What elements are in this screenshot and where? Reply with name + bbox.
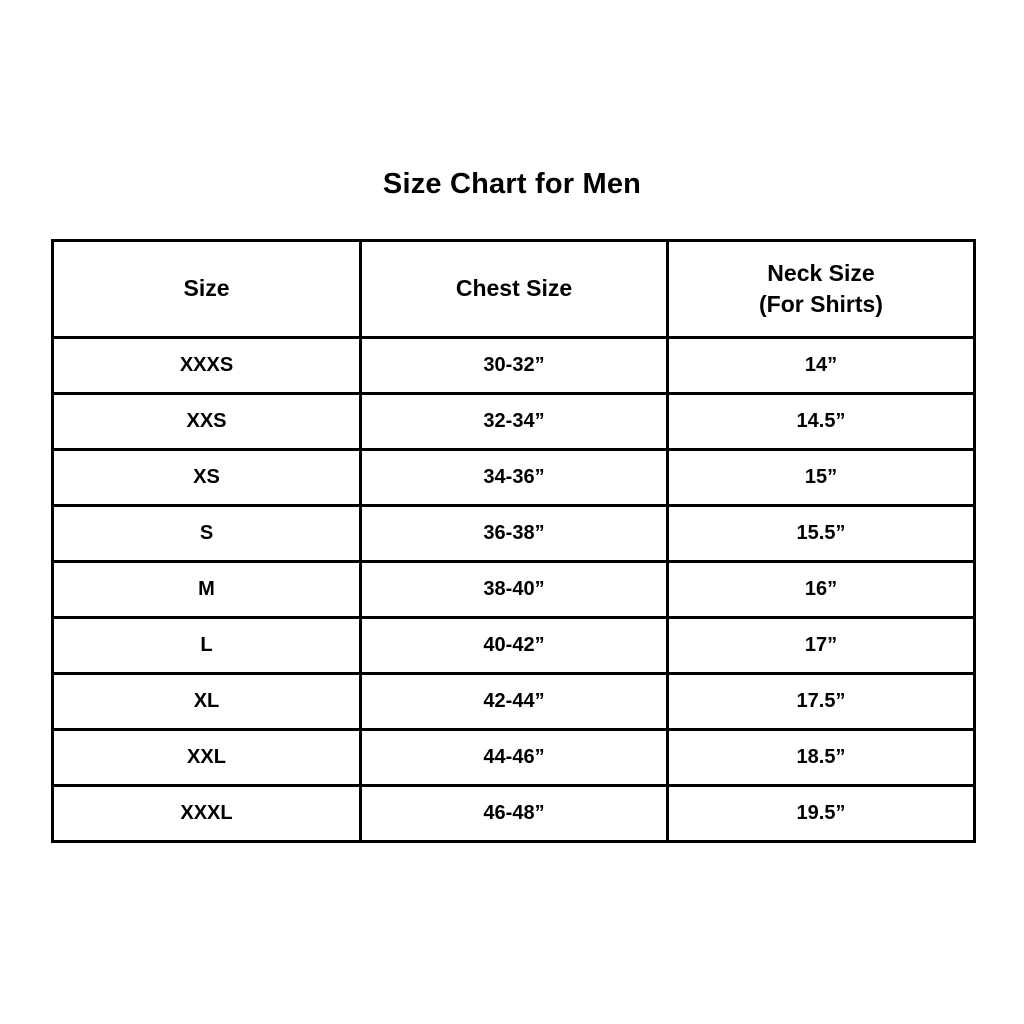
cell-neck: 19.5” — [668, 786, 975, 842]
table-header-row — [53, 241, 975, 338]
page-title: Size Chart for Men — [382, 168, 642, 200]
table-row — [53, 730, 975, 786]
cell-neck: 14.5” — [668, 394, 975, 450]
column-header-size — [53, 241, 361, 338]
cell-size: XXXL — [53, 786, 361, 842]
table-row — [53, 674, 975, 730]
table-row — [53, 338, 975, 394]
cell-size: S — [53, 506, 361, 562]
column-header-neck-sublabel: (For Shirts) — [759, 291, 883, 317]
cell-size: XL — [53, 674, 361, 730]
cell-chest: 30-32” — [361, 338, 668, 394]
table-row — [53, 786, 975, 842]
cell-neck: 16” — [668, 562, 975, 618]
cell-size: XXS — [53, 394, 361, 450]
column-header-neck-label: Neck Size — [767, 259, 875, 286]
column-header-chest — [361, 241, 668, 338]
cell-chest: 32-34” — [361, 394, 668, 450]
table-row — [53, 450, 975, 506]
cell-size: XXL — [53, 730, 361, 786]
cell-chest: 44-46” — [361, 730, 668, 786]
cell-size: L — [53, 618, 361, 674]
column-header-size-label: Size — [183, 275, 230, 302]
table-body — [53, 338, 975, 842]
size-chart-table — [51, 239, 976, 843]
cell-neck: 14” — [668, 338, 975, 394]
table-header — [53, 241, 975, 338]
cell-chest: 38-40” — [361, 562, 668, 618]
column-header-chest-label: Chest Size — [455, 275, 573, 302]
table-row — [53, 394, 975, 450]
cell-chest: 36-38” — [361, 506, 668, 562]
column-header-neck — [668, 241, 975, 338]
cell-chest: 42-44” — [361, 674, 668, 730]
cell-size: XS — [53, 450, 361, 506]
cell-neck: 17” — [668, 618, 975, 674]
cell-neck: 15.5” — [668, 506, 975, 562]
cell-neck: 17.5” — [668, 674, 975, 730]
table-row — [53, 506, 975, 562]
cell-neck: 15” — [668, 450, 975, 506]
table-row — [53, 618, 975, 674]
cell-size: M — [53, 562, 361, 618]
cell-size: XXXS — [53, 338, 361, 394]
cell-chest: 34-36” — [361, 450, 668, 506]
cell-chest: 40-42” — [361, 618, 668, 674]
cell-neck: 18.5” — [668, 730, 975, 786]
cell-chest: 46-48” — [361, 786, 668, 842]
table-row — [53, 562, 975, 618]
